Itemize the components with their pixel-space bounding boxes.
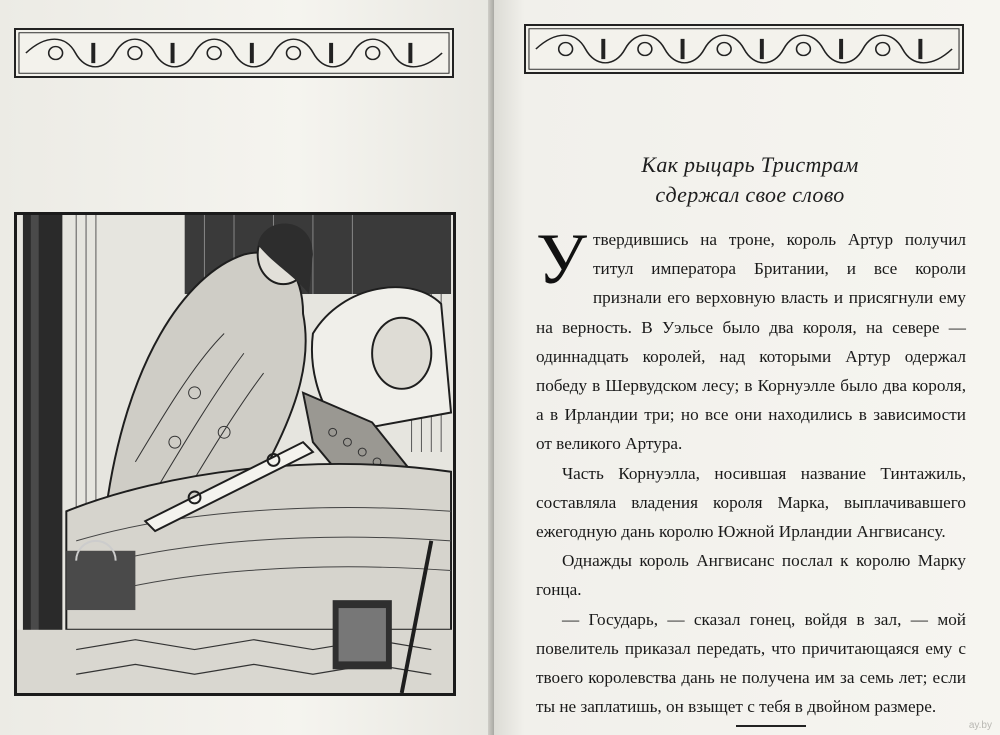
left-ornament-band — [14, 28, 454, 78]
engraving-illustration — [14, 212, 456, 696]
scroll-ornament-icon — [16, 30, 452, 76]
chapter-text — [536, 219, 966, 721]
drop-cap: У — [536, 219, 587, 299]
chapter-title-line1: Как рыцарь Тристрам — [641, 152, 859, 177]
paragraph-4: — Государь, — сказал гонец, войдя в зал, — мой повелитель приказал передать, что причитающаяся ему с твоего королевства дань не получена им за семь лет; если ты не заплатишь, он взыщет с тебя в двойном размере. — [536, 609, 966, 717]
section-rule — [736, 725, 806, 727]
chapter-title-line2: сдержал свое слово — [655, 182, 845, 207]
paragraph-1-text: твердившись на троне, король Артур получил титул императора Британии, и все короли признали его верховную власть и присягнули ему на верность. В Уэльсе было два короля, на севере — одиннадцать королей, над которыми Артур одержал победу в Шервудском лесу; в Корнуэлле было два короля, а в Ирландии три; но все они находились в зависимости от великого Артура. — [536, 230, 966, 454]
left-page — [0, 0, 494, 735]
paragraph-3: Однажды король Ангвисанс послал к королю Марку гонца. — [536, 551, 966, 600]
paragraph-1 — [536, 219, 966, 459]
watermark: ay.by — [968, 720, 992, 731]
lady-and-knight-engraving-icon — [17, 215, 453, 693]
paragraph-2: Часть Корнуэлла, носившая название Тинтажиль, составляла владения короля Марка, выплачивавшего ежегодную дань королю Южной Ирландии Ангвисансу. — [536, 463, 966, 542]
right-ornament-band — [524, 24, 964, 74]
scroll-ornament-icon — [526, 26, 962, 72]
